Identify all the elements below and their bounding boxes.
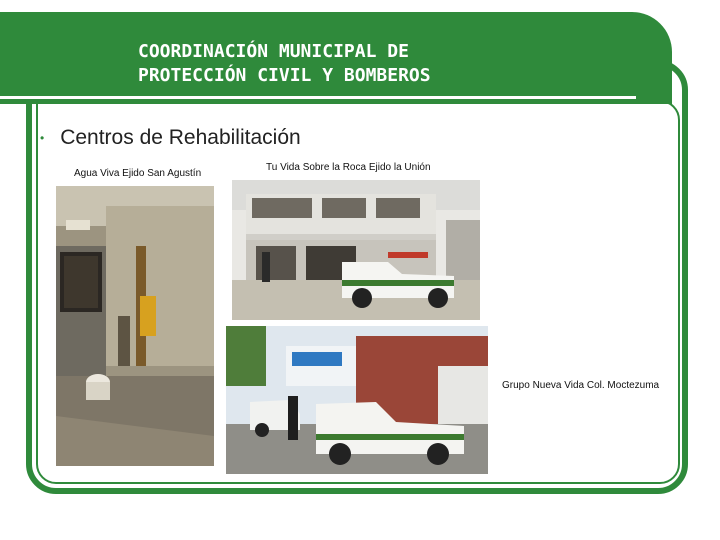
slide-title-line-1: COORDINACIÓN MUNICIPAL DE (138, 41, 409, 62)
section-heading: Centros de Rehabilitación (60, 126, 301, 149)
photo-tu-vida (232, 180, 480, 320)
header-divider (0, 96, 636, 99)
photo-caption-agua-viva: Agua Viva Ejido San Agustín (74, 168, 202, 179)
bullet-icon: • (40, 131, 45, 145)
bullet-item (40, 126, 301, 150)
photo-caption-tu-vida: Tu Vida Sobre la Roca Ejido la Unión (266, 162, 431, 173)
photo-nueva-vida (226, 326, 488, 474)
photo-caption-nueva-vida: Grupo Nueva Vida Col. Moctezuma (502, 380, 660, 391)
photo-agua-viva (56, 186, 214, 466)
slide-title (138, 40, 618, 88)
slide-title-line-2: PROTECCIÓN CIVIL Y BOMBEROS (138, 65, 431, 86)
